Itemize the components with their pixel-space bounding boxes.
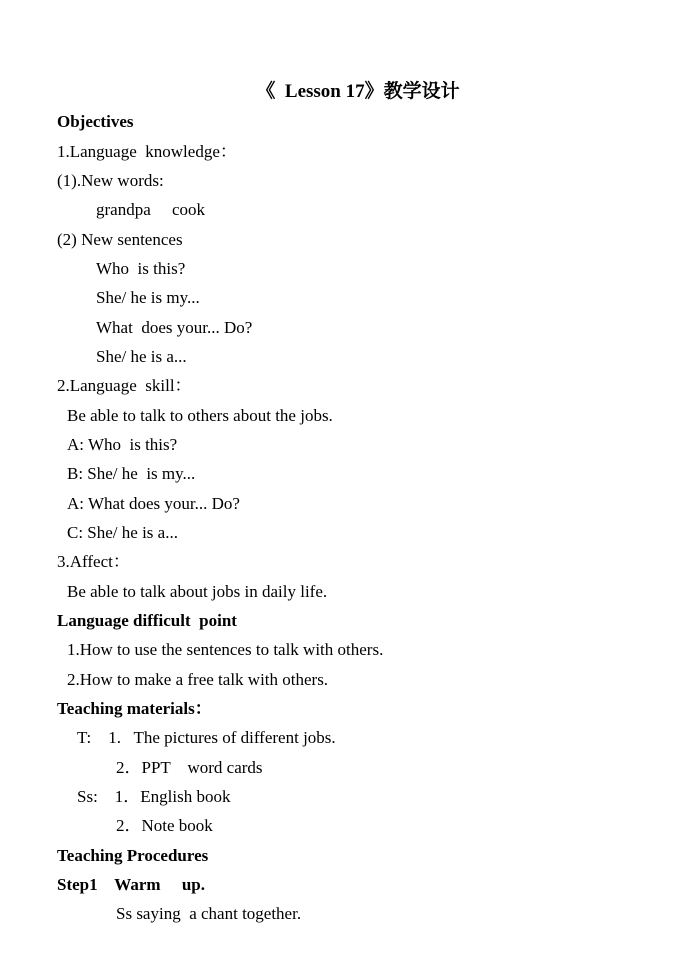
dialogue-line: A: Who is this? bbox=[67, 435, 178, 454]
affect-description: Be able to talk about jobs in daily life. bbox=[67, 582, 328, 601]
objective-language-skill: 2.Language skill： bbox=[57, 376, 192, 395]
heading-objectives: Objectives bbox=[57, 112, 134, 131]
difficult-point-item: 2.How to make a free talk with others. bbox=[67, 670, 329, 689]
materials-teacher-item: 2．PPT word cards bbox=[116, 758, 263, 777]
title-text: 《 Lesson 17》教学设计 bbox=[256, 81, 460, 102]
sentence-item: What does your... Do? bbox=[96, 318, 253, 337]
skill-description: Be able to talk to others about the jobs. bbox=[67, 406, 333, 425]
materials-teacher-item: T: 1. The pictures of different jobs. bbox=[77, 728, 336, 747]
objective-affect: 3.Affect： bbox=[57, 552, 130, 571]
dialogue-line: A: What does your... Do? bbox=[67, 494, 240, 513]
new-words-list: grandpa cook bbox=[96, 200, 206, 219]
document-title bbox=[0, 81, 692, 103]
materials-student-item: 2．Note book bbox=[116, 816, 213, 835]
heading-teaching-materials: Teaching materials： bbox=[57, 699, 212, 718]
difficult-point-item: 1.How to use the sentences to talk with others. bbox=[67, 640, 384, 659]
new-sentences-label: (2) New sentences bbox=[57, 230, 183, 249]
new-words-label: (1).New words: bbox=[57, 171, 164, 190]
sentence-item: She/ he is my... bbox=[96, 288, 200, 307]
dialogue-line: B: She/ he is my... bbox=[67, 464, 196, 483]
materials-student-item: Ss: 1．English book bbox=[77, 787, 231, 806]
step1-description: Ss saying a chant together. bbox=[116, 904, 302, 923]
sentence-item: Who is this? bbox=[96, 259, 186, 278]
sentence-item: She/ he is a... bbox=[96, 347, 187, 366]
dialogue-line: C: She/ he is a... bbox=[67, 523, 178, 542]
objective-language-knowledge: 1.Language knowledge： bbox=[57, 142, 237, 161]
heading-teaching-procedures: Teaching Procedures bbox=[57, 846, 209, 865]
heading-difficult-point: Language difficult point bbox=[57, 611, 237, 630]
step1-heading: Step1 Warm up. bbox=[57, 875, 205, 894]
